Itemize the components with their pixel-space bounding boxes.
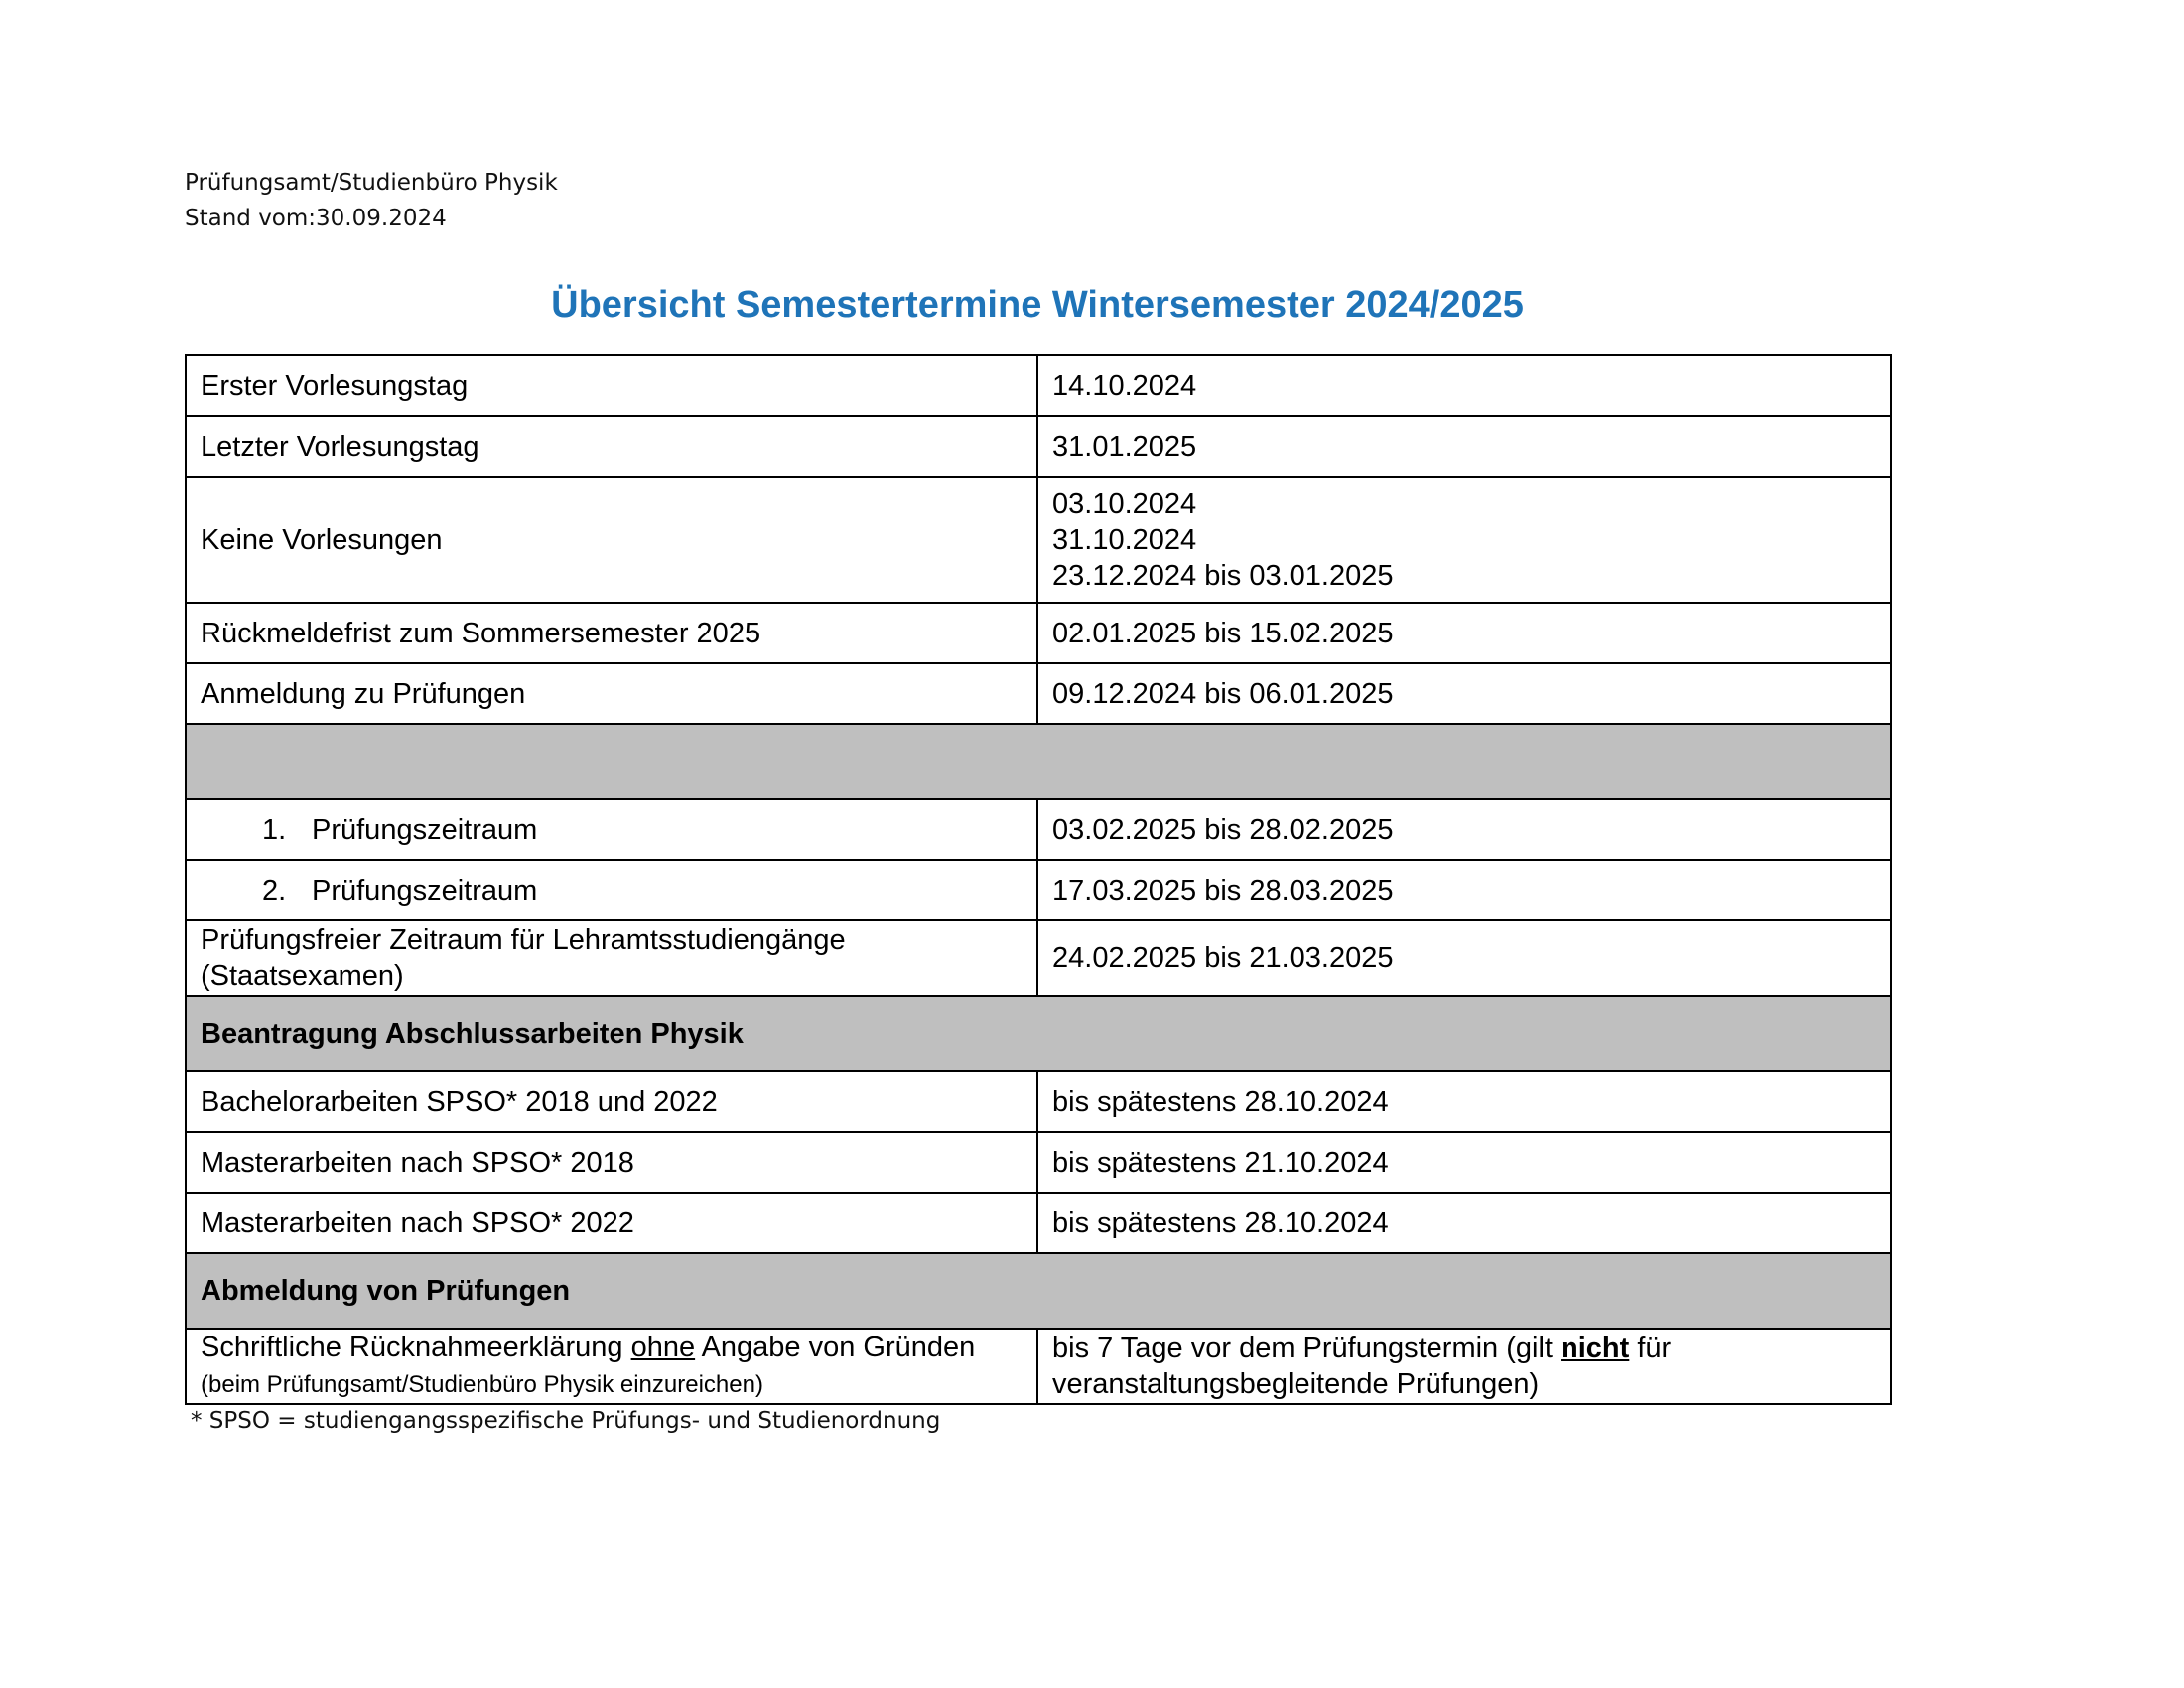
- table-row: [186, 1132, 1891, 1193]
- schedule-table: [185, 354, 1892, 1405]
- row-label: Masterarbeiten nach SPSO* 2018: [186, 1132, 1037, 1193]
- row-label: [186, 1329, 1037, 1404]
- date-entry: 23.12.2024 bis 03.01.2025: [1052, 559, 1394, 592]
- row-label: Erster Vorlesungstag: [186, 355, 1037, 416]
- office-name: Prüfungsamt/Studienbüro Physik: [185, 170, 558, 196]
- row-label-line: Prüfungsfreier Zeitraum für Lehramtsstudiengänge: [201, 924, 846, 956]
- section-title: Beantragung Abschlussarbeiten Physik: [186, 996, 1891, 1071]
- label-text: Schriftliche Rücknahmeerklärung: [201, 1332, 631, 1363]
- table-row: [186, 860, 1891, 920]
- row-label: Rückmeldefrist zum Sommersemester 2025: [186, 603, 1037, 663]
- list-number: 2.: [262, 874, 287, 907]
- footnote: * SPSO = studiengangsspezifische Prüfungs- und Studienordnung: [191, 1408, 941, 1434]
- section-divider-row: [186, 724, 1891, 799]
- section-header-row: [186, 996, 1891, 1071]
- table-row: [186, 663, 1891, 724]
- row-value: bis spätestens 28.10.2024: [1037, 1071, 1891, 1132]
- row-label: Anmeldung zu Prüfungen: [186, 663, 1037, 724]
- row-value: 09.12.2024 bis 06.01.2025: [1037, 663, 1891, 724]
- table-row: [186, 1193, 1891, 1253]
- value-text: für veranstaltungsbegleitende Prüfungen): [1052, 1333, 1672, 1400]
- table-row: [186, 355, 1891, 416]
- table-row: [186, 603, 1891, 663]
- row-value: [1037, 477, 1891, 603]
- label-underlined-text: ohne: [630, 1332, 696, 1363]
- label-text: Angabe von Gründen: [695, 1332, 976, 1363]
- row-label-line: (Staatsexamen): [201, 960, 404, 992]
- value-text: bis 7 Tage vor dem Prüfungstermin (gilt: [1052, 1333, 1562, 1364]
- empty-section-cell: [186, 724, 1891, 799]
- label-note: (beim Prüfungsamt/Studienbüro Physik einzureichen): [201, 1371, 763, 1398]
- table-row: [186, 477, 1891, 603]
- row-value: 31.01.2025: [1037, 416, 1891, 477]
- row-label: Keine Vorlesungen: [186, 477, 1037, 603]
- row-label-text: Prüfungszeitraum: [312, 813, 538, 846]
- table-row: [186, 799, 1891, 860]
- row-value: [1037, 1329, 1891, 1404]
- table-row: [186, 1071, 1891, 1132]
- row-label: [186, 920, 1037, 996]
- date-entry: 03.10.2024: [1052, 488, 1197, 520]
- row-label: [186, 860, 1037, 920]
- row-label: Masterarbeiten nach SPSO* 2022: [186, 1193, 1037, 1253]
- row-value: 17.03.2025 bis 28.03.2025: [1037, 860, 1891, 920]
- date-line: Stand vom:30.09.2024: [185, 206, 447, 231]
- table-row: [186, 1329, 1891, 1404]
- value-emphasis-text: nicht: [1561, 1333, 1630, 1364]
- section-title: Abmeldung von Prüfungen: [186, 1253, 1891, 1329]
- row-value: bis spätestens 28.10.2024: [1037, 1193, 1891, 1253]
- row-value: 02.01.2025 bis 15.02.2025: [1037, 603, 1891, 663]
- row-value: bis spätestens 21.10.2024: [1037, 1132, 1891, 1193]
- list-number: 1.: [262, 813, 287, 846]
- row-value: 24.02.2025 bis 21.03.2025: [1037, 920, 1891, 996]
- table-row: [186, 920, 1891, 996]
- row-value: 03.02.2025 bis 28.02.2025: [1037, 799, 1891, 860]
- date-entry: 31.10.2024: [1052, 523, 1197, 556]
- row-value: 14.10.2024: [1037, 355, 1891, 416]
- table-row: [186, 416, 1891, 477]
- document-header: [185, 165, 558, 236]
- row-label: Letzter Vorlesungstag: [186, 416, 1037, 477]
- row-label: [186, 799, 1037, 860]
- page-title: Übersicht Semestertermine Wintersemester 2024/2025: [551, 284, 1524, 326]
- section-header-row: [186, 1253, 1891, 1329]
- row-label-text: Prüfungszeitraum: [312, 874, 538, 907]
- row-label: Bachelorarbeiten SPSO* 2018 und 2022: [186, 1071, 1037, 1132]
